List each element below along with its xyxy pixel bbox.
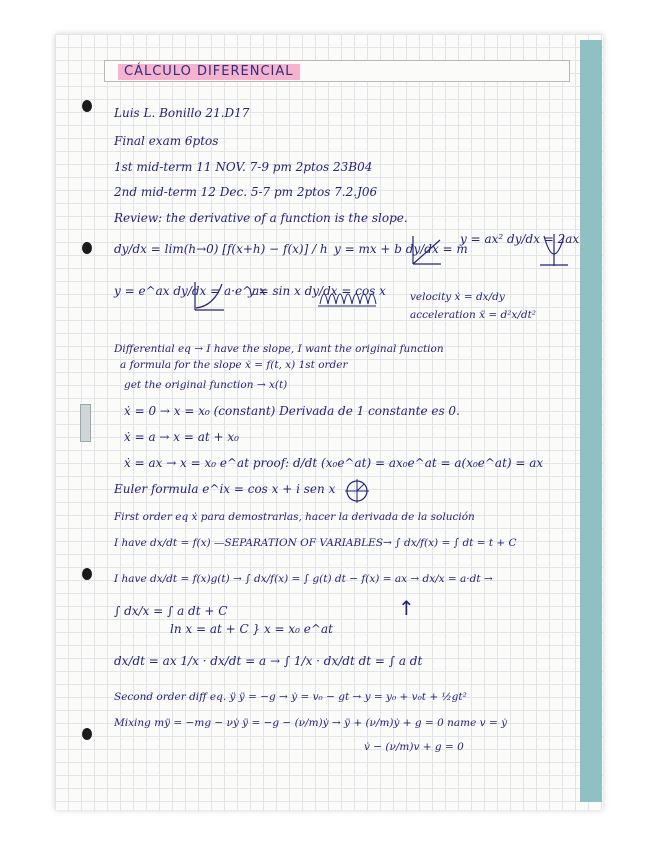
mixing-line: Mixing mÿ = −mg − νẏ ÿ = −g − (ν/m)ẏ → ÿ + (ν/m)ẏ + g = 0 name v = ẏ [114,717,508,729]
integration-step-2: ln x = at + C } x = x₀ e^at [170,622,333,636]
page-title: CÁLCULO DIFERENCIAL [118,64,300,80]
final-exam-line: Final exam 6ptos [114,134,219,148]
binder-hole [82,728,92,740]
first-order-line: First order eq ẋ para demostrarlas, hacer la derivada de la solución [114,511,475,523]
case-exponential: ẋ = ax → x = x₀ e^at proof: d/dt (x₀e^at) = ax₀e^at = a(x₀e^at) = ax [124,456,544,470]
page-edge-band [580,40,602,802]
unit-circle-sketch [344,478,370,504]
binder-hole [82,568,92,580]
exponential-derivative: y = e^ax dy/dx = a·e^ax [114,284,267,298]
binder-hole [82,242,92,254]
acceleration-line: acceleration ẍ = d²x/dt² [410,309,537,321]
separable-product: I have dx/dt = f(x)g(t) → ∫ dx/f(x) = ∫ g(t) dt − f(x) = ax → dx/x = a·dt → [114,573,493,585]
integration-step-1: ∫ dx/x = ∫ a dt + C [114,604,228,618]
integration-step-3: dx/dt = ax 1/x · dx/dt = a → ∫ 1/x · dx/dt dt = ∫ a dt [114,654,423,668]
sine-graph-sketch [316,282,378,308]
parabola-graph-sketch [538,232,570,268]
case-linear: ẋ = a → x = at + x₀ [124,430,239,444]
velocity-line: velocity ẋ = dx/dy [410,291,505,303]
case-constant: ẋ = 0 → x = x₀ (constant) Derivada de 1 constante es 0. [124,404,460,418]
midterm-2-line: 2nd mid-term 12 Dec. 5-7 pm 2ptos 7.2.J06 [114,185,378,199]
midterm-1-line: 1st mid-term 11 NOV. 7-9 pm 2ptos 23B04 [114,160,373,174]
quadratic-derivative: y = ax² dy/dx = 2ax [460,232,580,246]
review-line: Review: the derivative of a function is the slope. [114,211,408,225]
teacher-line: Luis L. Bonillo 21.D17 [114,106,250,120]
binder-hole [82,100,92,112]
curved-arrow-icon: ↑ [398,596,415,620]
sine-derivative: y = sin x dy/dx = cos x [248,284,386,298]
linear-graph-sketch [410,234,442,266]
derivative-definition: dy/dx = lim(h→0) [f(x+h) − f(x)] / h [114,242,328,256]
diffeq-slope-formula: a formula for the slope ẋ = f(t, x) 1st order [120,359,348,371]
diffeq-original-function: get the original function → x(t) [124,379,288,391]
linear-derivative: y = mx + b dy/dx = m [334,242,468,256]
separation-of-variables: I have dx/dt = f(x) —SEPARATION OF VARIABLES→ ∫ dx/f(x) = ∫ dt = t + C [114,537,517,549]
euler-formula: Euler formula e^ix = cos x + i sen x [114,482,336,496]
side-tab [80,404,91,442]
mixing-velocity-line: v̇ − (ν/m)v + g = 0 [364,741,464,753]
second-order-line: Second order diff eq. ÿ ÿ = −g → ẏ = v₀ − gt → y = y₀ + v₀t + ½gt² [114,691,467,703]
exponential-graph-sketch [192,280,226,312]
diffeq-intro: Differential eq → I have the slope, I want the original function [114,343,444,355]
